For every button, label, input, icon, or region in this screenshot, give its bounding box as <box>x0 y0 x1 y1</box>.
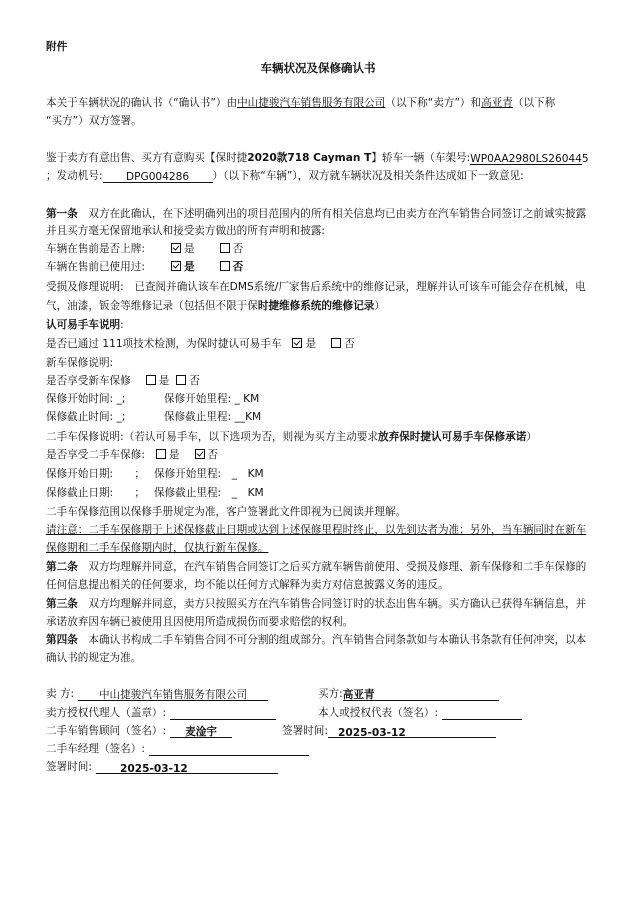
checkbox-empty-icon <box>220 261 230 271</box>
vehicle-text: ）（以下称“车辆”），双方就车辆状况及相关条件达成如下一致意见: <box>212 170 524 182</box>
article1-label: 第一条 <box>46 208 78 220</box>
check-icon <box>171 261 181 271</box>
damage-line-2 <box>46 299 385 313</box>
sign-time2-value: 2025-03-12 <box>96 762 278 774</box>
buyer-rep-label: 本人或授权代表（签名）: <box>318 707 439 719</box>
new-enjoy-no: 否 <box>189 375 200 387</box>
buyer-value: 高亚青 <box>343 688 499 701</box>
sign-time-value: 2025-03-12 <box>328 726 496 738</box>
checkbox-empty-icon <box>156 449 166 459</box>
used-end-mile: 保修截止里程: _ KM <box>154 487 264 499</box>
used-warranty-text: ） <box>526 431 537 443</box>
intro-text: （以下称“卖方”）和 <box>385 97 482 109</box>
check-icon <box>171 243 181 253</box>
used-warranty-text: 二手车保修说明:（若认可易手车，以下选项为否，则视为买方主动要求 <box>46 431 378 443</box>
passed-yes: 是 <box>305 338 317 350</box>
new-end-time: 保修截止时间: _; <box>46 411 126 423</box>
article2-line-2: 任何信息提出相关的任何要求，均不能以任何方式解释为卖方对信息披露义务的违反。 <box>46 579 449 591</box>
vehicle-model: 2020款718 Cayman T <box>247 152 372 164</box>
used-enjoy-no: 否 <box>207 449 219 461</box>
damage-text: 气，油漆，钣金等维修记录（包括但不限于保 <box>46 300 258 312</box>
advisor-value: 麦淦宇 <box>170 725 232 738</box>
seller-agent-label: 卖方授权代理人（盖章）: <box>46 707 167 719</box>
used-end-date: 保修截止日期: ； <box>46 487 145 499</box>
new-enjoy-label: 是否享受新车保修 <box>46 375 131 387</box>
article2-text: 双方均理解并同意，在汽车销售合同签订之后买方就车辆售前使用、受损及修理、新车保修和二手车保修的 <box>88 561 587 573</box>
intro-seller: 中山捷骏汽车销售服务有限公司 <box>237 97 386 109</box>
advisor-time-row <box>282 724 496 738</box>
intro-line-2: “买方”）双方签署。 <box>46 115 142 127</box>
vehicle-line-1 <box>46 151 589 165</box>
attachment-label: 附件 <box>46 41 68 53</box>
article2-label: 第二条 <box>46 561 78 573</box>
on-sale-row <box>46 242 243 256</box>
on-sale-label: 车辆在售前是否上牌: <box>46 243 145 255</box>
checkbox-empty-icon <box>146 375 156 385</box>
document-title: 车辆状况及保修确认书 <box>260 61 376 75</box>
checkbox-empty-icon <box>331 338 341 348</box>
article1-line-2: 并且买方毫无保留地承认和接受卖方做出的所有声明和披露: <box>46 225 326 237</box>
sign-time-label: 签署时间: <box>282 725 328 737</box>
new-end-mile: 保修截止里程: __KM <box>164 411 262 423</box>
checkbox-empty-icon <box>220 243 230 253</box>
article3-line-2: 承诺放弃因车辆已被使用且因使用所造成损伤而要求赔偿的权利。 <box>46 616 354 628</box>
new-start-mile: 保修开始里程: _ KM <box>164 393 260 405</box>
article4-line-2: 确认书的规定为准。 <box>46 652 142 664</box>
note-line-1: 请注意：二手车保修期于上述保修截止日期或达到上述保修里程时终止，以先到达者为准；另外，当车辆同时在新车 <box>46 524 587 536</box>
buyer-rep-line[interactable] <box>442 707 522 720</box>
seller-label: 卖 方: <box>46 688 75 700</box>
sign-time2-row <box>46 760 278 774</box>
used-end-row <box>46 486 264 500</box>
manager-label: 二手车经理（签名）: <box>46 743 145 755</box>
passed-no: 否 <box>344 338 355 350</box>
damage-bold: 时捷维修系统的维修记录 <box>257 300 375 312</box>
on-sale-no: 否 <box>232 243 244 255</box>
article4-label: 第四条 <box>46 634 78 646</box>
scope-text: 二手车保修范围以保修手册规定为准，客户签署此文件即视为已阅读并理解。 <box>46 506 407 518</box>
seller-agent-row <box>46 706 276 720</box>
article3-label: 第三条 <box>46 598 78 610</box>
passed-row <box>46 337 355 351</box>
certified-heading-row <box>46 318 124 332</box>
used-enjoy-yes: 是 <box>168 449 180 461</box>
check-icon <box>195 449 205 459</box>
buyer-sign-row <box>318 687 499 701</box>
advisor-label: 二手车销售顾问（签名）: <box>46 725 167 737</box>
damage-text: ） <box>374 300 385 312</box>
used-warranty-bold: 放弃保时捷认可易手车保修承诺 <box>377 431 527 443</box>
used-row <box>46 260 243 274</box>
certified-heading: 认可易手车说明 <box>46 319 121 331</box>
article3-text: 双方均理解并同意，卖方只按照买方在汽车销售合同签订时的状态出售车辆。买方确认已获得车辆信息，并 <box>88 598 587 610</box>
vehicle-text: ；发动机号: <box>46 170 103 182</box>
used-start-date: 保修开始日期: ； <box>46 468 145 480</box>
used-start-mile: 保修开始里程: _ KM <box>154 468 264 480</box>
article4-line-1 <box>46 633 586 647</box>
article1-line-1 <box>46 207 586 221</box>
used-label: 车辆在售前已使用过: <box>46 261 145 273</box>
used-start-row <box>46 467 264 481</box>
used-yes: 是 <box>184 261 195 273</box>
manager-line[interactable] <box>149 743 309 756</box>
used-no: 否 <box>232 261 244 273</box>
passed-label: 是否已通过 111项技术检测，为保时捷认可易手车 <box>46 338 282 350</box>
sign-time2-label: 签署时间: <box>46 761 92 773</box>
check-icon <box>292 338 302 348</box>
used-enjoy-row <box>46 448 218 462</box>
intro-line-1 <box>46 96 555 110</box>
buyer-label: 买方: <box>318 688 343 700</box>
intro-buyer: 高亚青 <box>481 97 513 109</box>
article3-line-1 <box>46 597 586 611</box>
used-enjoy-label: 是否享受二手车保修: <box>46 449 145 461</box>
note-line-2: 保修期和二手车保修期内时，仅执行新车保修。 <box>46 542 269 554</box>
buyer-rep-row <box>318 706 522 720</box>
vehicle-vin: WP0AA2980LS260445 <box>470 153 589 165</box>
used-warranty-row <box>46 430 537 444</box>
intro-text: 本关于车辆状况的确认书（“确认书”）由 <box>46 97 238 109</box>
new-warranty-title: 新车保修说明: <box>46 357 114 369</box>
intro-text: （以下称 <box>512 97 556 109</box>
advisor-row <box>46 724 232 738</box>
article2-line-1 <box>46 560 586 574</box>
new-enjoy-row <box>46 374 200 388</box>
seller-agent-line[interactable] <box>170 707 276 720</box>
new-start-time: 保修开始时间: _; <box>46 393 126 405</box>
article4-text: 本确认书构成二手车销售合同不可分割的组成部分。汽车销售合同条款如与本确认书条款有任何冲突，以本 <box>88 634 587 646</box>
on-sale-yes: 是 <box>184 243 195 255</box>
vehicle-text: 鉴于卖方有意出售、买方有意购买【保时捷 <box>46 152 248 164</box>
new-enjoy-yes: 是 <box>158 375 170 387</box>
article1-text: 双方在此确认，在下述明确列出的项目范围内的所有相关信息均已由卖方在汽车销售合同签订之前诚实披露 <box>88 208 587 220</box>
seller-sign-row <box>46 687 268 701</box>
vehicle-text: 】轿车一辆（车架号: <box>371 152 471 164</box>
checkbox-empty-icon <box>176 375 186 385</box>
vehicle-engine: DPG004286 <box>103 170 213 183</box>
damage-line-1: 受损及修理说明: 已查阅并确认该车在DMS系统/厂家售后系统中的维修记录，理解并认可该车可能会存在机械，电 <box>46 281 586 293</box>
manager-row <box>46 742 309 756</box>
vehicle-line-2 <box>46 169 524 183</box>
new-start-row <box>46 392 259 406</box>
new-end-row <box>46 410 261 424</box>
seller-value: 中山捷骏汽车销售服务有限公司 <box>78 688 268 701</box>
certified-colon: : <box>120 319 124 331</box>
